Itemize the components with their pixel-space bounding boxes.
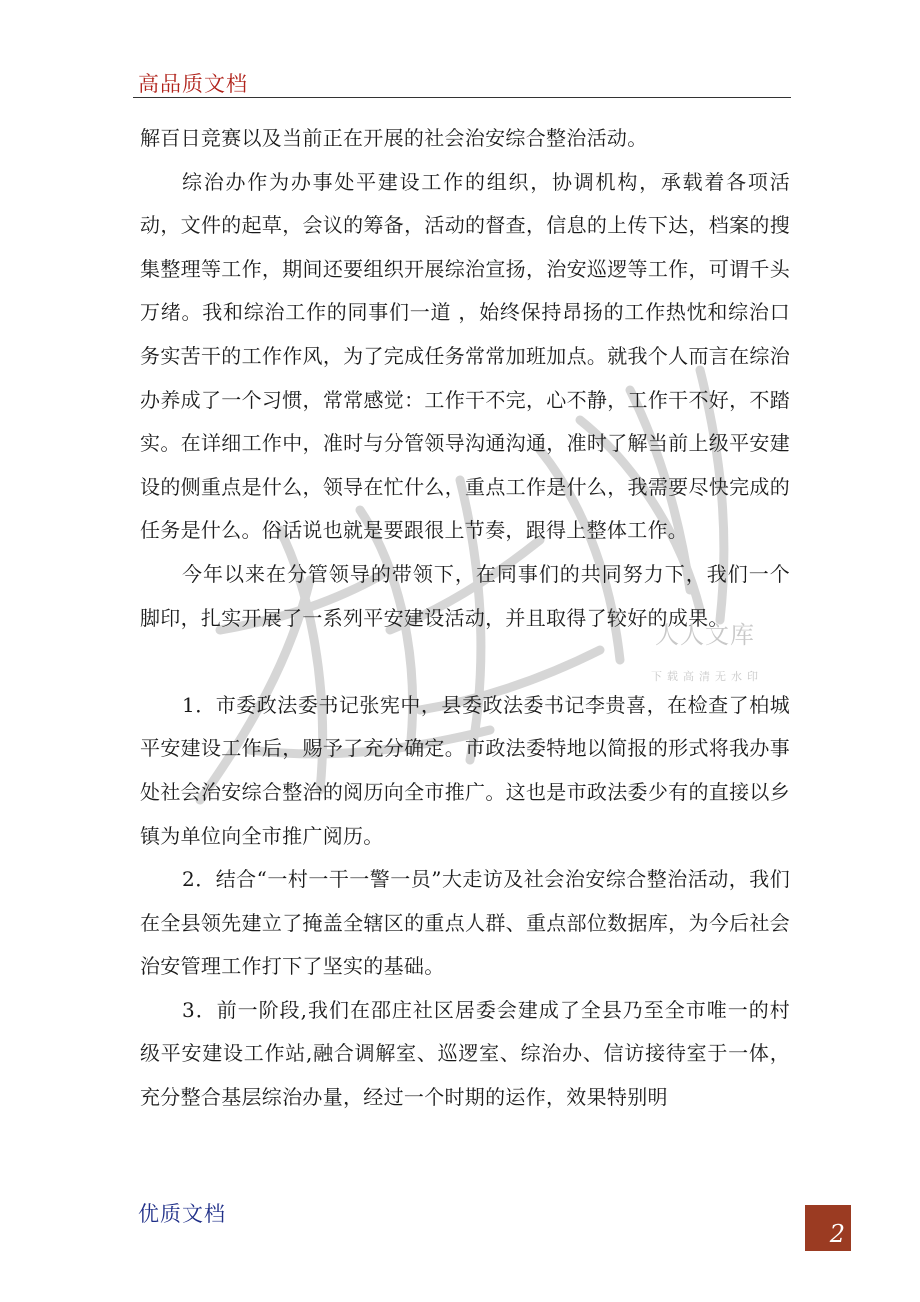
header-title: 高品质文档	[138, 72, 248, 96]
paragraph: 解百日竞赛以及当前正在开展的社会治安综合整治活动。	[140, 126, 648, 150]
paragraph: 2．结合“一村一干一警一员”大走访及社会治安综合整治活动，我们在全县领先建立了掩盖全辖区的重点人群、重点部位数据库，为今后社会治安管理工作打下了坚实的基础。	[140, 867, 790, 979]
paragraph: 1．市委政法委书记张宪中，县委政法委书记李贵喜，在检查了柏城平安建设工作后，赐予了充分确定。市政法委特地以简报的形式将我办事处社会治安综合整治的阅历向全市推广。这也是市政法委少有的直接以乡镇为单位向全市推广阅历。	[140, 692, 790, 848]
page-number-badge: 2	[805, 1205, 851, 1251]
footer-title: 优质文档	[138, 1202, 226, 1226]
header-divider	[133, 97, 791, 98]
watermark-subtitle: 下载高清无水印	[651, 670, 763, 683]
paragraph: 3．前一阶段,我们在邵庄社区居委会建成了全县乃至全市唯一的村级平安建设工作站,融合调解室、巡逻室、综治办、信访接待室于一体，充分整合基层综治办量，经过一个时期的运作，效果特别明	[140, 997, 790, 1110]
paragraph: 综治办作为办事处平建设工作的组织，协调机构，承载着各项活动，文件的起草，会议的筹备，活动的督查，信息的上传下达，档案的搜集整理等工作，期间还要组织开展综治宣扬，治安巡逻等工作，可谓千头万绪。我和综治工作的同事们一道 ，始终保持昂扬的工作热忱和综治口务实苦干的工作作风，为了完成任务常常加班加点。就我个人而言在综治办养成了一个习惯，常常感觉：工作干不完，心不静，工作干不好，不踏实。在详细工作中，准时与分管领导沟通沟通，准时了解当前上级平安建设的侧重点是什么，领导在忙什么，重点工作是什么，我需要尽快完成的任务是什么。俗话说也就是要跟很上节奏，跟得上整体工作。	[140, 169, 790, 543]
watermark-brand: 人人文库	[655, 621, 755, 649]
paragraph: 今年以来在分管领导的带领下，在同事们的共同努力下，我们一个脚印，扎实开展了一系列平安建设活动，并且取得了较好的成果。	[140, 561, 790, 630]
